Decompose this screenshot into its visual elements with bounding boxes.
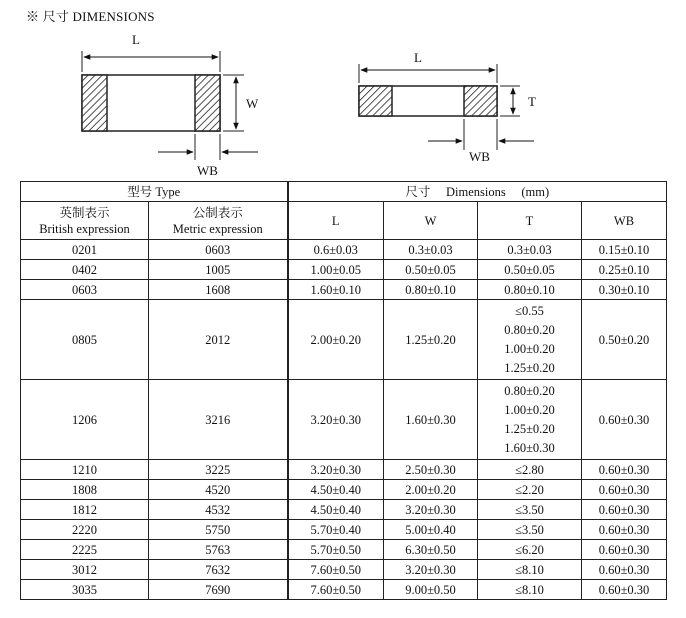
width-cell: 2.00±0.20 — [384, 480, 478, 500]
table-header-row-1 — [21, 182, 667, 202]
metric-code-cell: 5763 — [149, 540, 288, 560]
column-header-t: T — [478, 202, 582, 240]
termination-width-cell: 0.60±0.30 — [582, 480, 667, 500]
british-code-cell: 1206 — [21, 380, 149, 460]
length-cell: 1.00±0.05 — [288, 260, 384, 280]
table-row — [21, 280, 667, 300]
termination-label-right: WB — [469, 149, 490, 164]
thickness-value: 1.00±0.20 — [504, 402, 555, 417]
british-code-cell: 3012 — [21, 560, 149, 580]
table-row — [21, 500, 667, 520]
side-left-termination — [359, 86, 392, 116]
metric-code-cell: 5750 — [149, 520, 288, 540]
side-length-label: L — [414, 50, 422, 65]
british-code-cell: 3035 — [21, 580, 149, 600]
length-cell: 1.60±0.10 — [288, 280, 384, 300]
width-cell: 0.3±0.03 — [384, 240, 478, 260]
thickness-cell — [478, 520, 582, 540]
thickness-value: 0.80±0.10 — [504, 282, 555, 297]
table-row — [21, 300, 667, 380]
thickness-value: 0.80±0.20 — [504, 322, 555, 337]
length-cell: 2.00±0.20 — [288, 300, 384, 380]
length-cell: 5.70±0.50 — [288, 540, 384, 560]
thickness-value: 1.25±0.20 — [504, 421, 555, 436]
width-cell: 1.60±0.30 — [384, 380, 478, 460]
british-code-cell: 0805 — [21, 300, 149, 380]
width-label: W — [246, 96, 259, 111]
width-cell: 9.00±0.50 — [384, 580, 478, 600]
termination-width-cell: 0.60±0.30 — [582, 560, 667, 580]
width-cell: 1.25±0.20 — [384, 300, 478, 380]
thickness-value: 1.60±0.30 — [504, 440, 555, 455]
length-cell: 7.60±0.50 — [288, 560, 384, 580]
thickness-cell — [478, 500, 582, 520]
table-row — [21, 260, 667, 280]
table-row — [21, 560, 667, 580]
table-row — [21, 240, 667, 260]
british-code-cell: 1808 — [21, 480, 149, 500]
termination-width-cell: 0.50±0.20 — [582, 300, 667, 380]
termination-width-cell: 0.60±0.30 — [582, 580, 667, 600]
side-right-termination — [464, 86, 497, 116]
length-cell: 3.20±0.30 — [288, 460, 384, 480]
length-cell: 5.70±0.40 — [288, 520, 384, 540]
column-header-w: W — [384, 202, 478, 240]
termination-width-cell: 0.60±0.30 — [582, 500, 667, 520]
thickness-value: ≤6.20 — [515, 542, 544, 557]
thickness-value: 0.3±0.03 — [507, 242, 552, 257]
metric-code-cell: 3225 — [149, 460, 288, 480]
width-cell: 5.00±0.40 — [384, 520, 478, 540]
metric-header-cn: 公制表示 — [192, 205, 243, 220]
metric-code-cell: 4532 — [149, 500, 288, 520]
british-code-cell: 0603 — [21, 280, 149, 300]
length-cell: 4.50±0.40 — [288, 500, 384, 520]
length-label: L — [132, 32, 140, 47]
british-expression-header — [21, 202, 149, 240]
thickness-value: ≤0.55 — [515, 303, 544, 318]
column-header-l: L — [288, 202, 384, 240]
metric-code-cell: 3216 — [149, 380, 288, 460]
thickness-cell — [478, 280, 582, 300]
left-termination — [82, 75, 107, 131]
table-row — [21, 480, 667, 500]
thickness-value: 1.25±0.20 — [504, 360, 555, 375]
metric-code-cell: 1005 — [149, 260, 288, 280]
thickness-value: ≤2.20 — [515, 482, 544, 497]
metric-expression-header — [149, 202, 288, 240]
thickness-value: ≤8.10 — [515, 562, 544, 577]
width-cell: 0.50±0.05 — [384, 260, 478, 280]
thickness-cell — [478, 300, 582, 380]
thickness-cell — [478, 580, 582, 600]
section-heading: ※ 尺寸 DIMENSIONS — [26, 9, 155, 24]
termination-width-cell: 0.60±0.30 — [582, 540, 667, 560]
british-code-cell: 2225 — [21, 540, 149, 560]
thickness-value: 0.50±0.05 — [504, 262, 555, 277]
british-header-en: British expression — [39, 221, 130, 236]
table-row — [21, 540, 667, 560]
british-code-cell: 1812 — [21, 500, 149, 520]
length-cell: 4.50±0.40 — [288, 480, 384, 500]
metric-code-cell: 7690 — [149, 580, 288, 600]
width-cell: 6.30±0.50 — [384, 540, 478, 560]
width-cell: 2.50±0.30 — [384, 460, 478, 480]
thickness-value: ≤3.50 — [515, 522, 544, 537]
table-row — [21, 380, 667, 460]
dimensions-table — [20, 181, 667, 600]
thickness-cell — [478, 380, 582, 460]
thickness-cell — [478, 460, 582, 480]
metric-header-en: Metric expression — [172, 221, 263, 236]
dimensions-header: 尺寸 Dimensions (mm) — [288, 182, 667, 202]
thickness-value: ≤2.80 — [515, 462, 544, 477]
termination-width-cell: 0.60±0.30 — [582, 520, 667, 540]
thickness-cell — [478, 260, 582, 280]
british-header-cn: 英制表示 — [59, 205, 110, 220]
dimension-diagrams — [0, 0, 686, 182]
thickness-value: ≤8.10 — [515, 582, 544, 597]
table-row — [21, 520, 667, 540]
thickness-cell — [478, 540, 582, 560]
length-cell: 7.60±0.50 — [288, 580, 384, 600]
metric-code-cell: 0603 — [149, 240, 288, 260]
side-view-diagram — [359, 50, 536, 164]
top-view-diagram — [82, 32, 259, 178]
type-header: 型号 Type — [21, 182, 288, 202]
termination-width-cell: 0.60±0.30 — [582, 460, 667, 480]
table-row — [21, 580, 667, 600]
thickness-cell — [478, 240, 582, 260]
table-header-row-2 — [21, 202, 667, 240]
right-termination — [195, 75, 220, 131]
british-code-cell: 0201 — [21, 240, 149, 260]
thickness-value: 1.00±0.20 — [504, 341, 555, 356]
width-cell: 0.80±0.10 — [384, 280, 478, 300]
british-code-cell: 0402 — [21, 260, 149, 280]
termination-label-left: WB — [197, 163, 218, 178]
width-cell: 3.20±0.30 — [384, 500, 478, 520]
thickness-cell — [478, 480, 582, 500]
length-cell: 3.20±0.30 — [288, 380, 384, 460]
metric-code-cell: 2012 — [149, 300, 288, 380]
width-cell: 3.20±0.30 — [384, 560, 478, 580]
table-row — [21, 460, 667, 480]
british-code-cell: 2220 — [21, 520, 149, 540]
thickness-value: ≤3.50 — [515, 502, 544, 517]
british-code-cell: 1210 — [21, 460, 149, 480]
termination-width-cell: 0.30±0.10 — [582, 280, 667, 300]
metric-code-cell: 1608 — [149, 280, 288, 300]
length-cell: 0.6±0.03 — [288, 240, 384, 260]
termination-width-cell: 0.60±0.30 — [582, 380, 667, 460]
termination-width-cell: 0.25±0.10 — [582, 260, 667, 280]
thickness-label: T — [528, 94, 536, 109]
thickness-cell — [478, 560, 582, 580]
thickness-value: 0.80±0.20 — [504, 383, 555, 398]
column-header-wb: WB — [582, 202, 667, 240]
metric-code-cell: 7632 — [149, 560, 288, 580]
termination-width-cell: 0.15±0.10 — [582, 240, 667, 260]
metric-code-cell: 4520 — [149, 480, 288, 500]
